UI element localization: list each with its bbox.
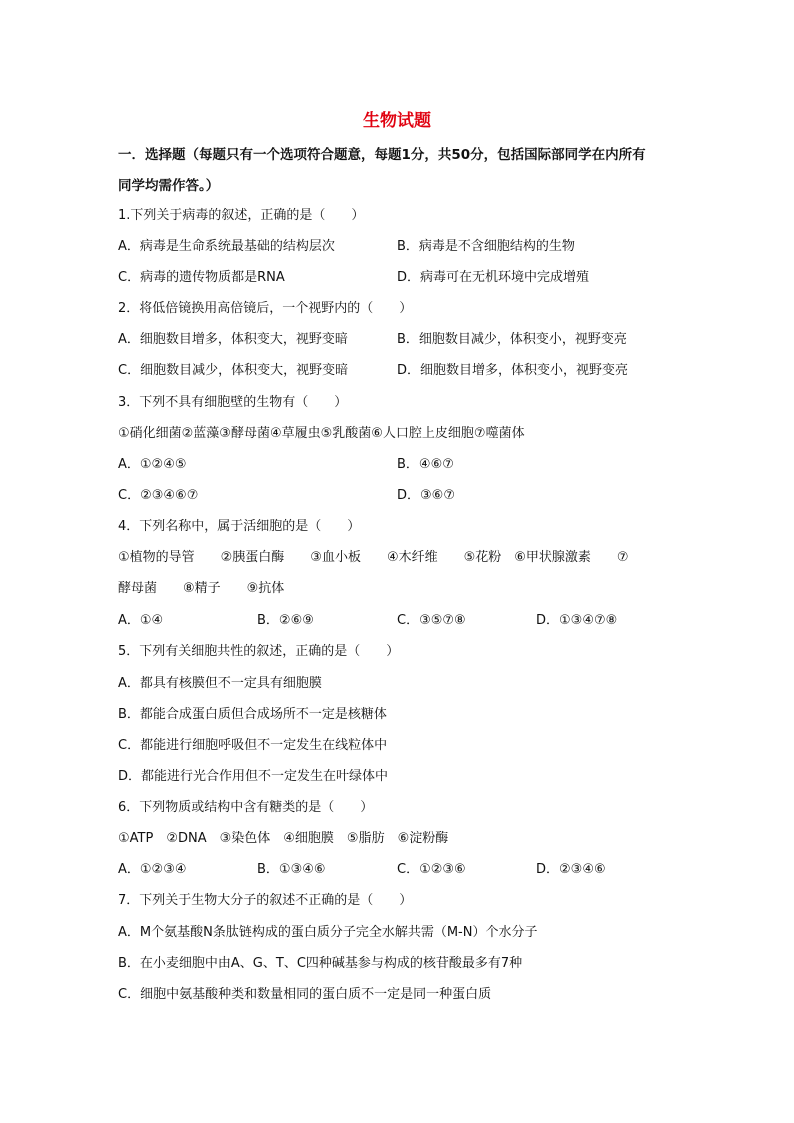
question-5-option-d: D．都能进行光合作用但不一定发生在叶绿体中	[118, 769, 389, 784]
question-6-option-b: B．①③④⑥	[257, 862, 326, 877]
question-7-option-a: A．M个氨基酸N条肽链构成的蛋白质分子完全水解共需（M-N）个水分子	[118, 925, 538, 940]
question-6-option-c: C．①②③⑥	[397, 862, 466, 877]
question-7-stem: 7．下列关于生物大分子的叙述不正确的是（ ）	[118, 893, 413, 908]
section-heading-line1: 一．选择题（每题只有一个选项符合题意，每题1分，共50分，包括国际部同学在内所有	[118, 147, 646, 163]
question-1-option-d: D．病毒可在无机环境中完成增殖	[397, 270, 590, 285]
question-5-stem: 5．下列有关细胞共性的叙述，正确的是（ ）	[118, 644, 400, 659]
question-7-option-b: B．在小麦细胞中由A、G、T、C四种碱基参与构成的核苷酸最多有7种	[118, 956, 523, 971]
question-3-option-d: D．③⑥⑦	[397, 488, 455, 503]
question-3-items: ①硝化细菌②蓝藻③酵母菌④草履虫⑤乳酸菌⑥人口腔上皮细胞⑦噬菌体	[118, 426, 525, 441]
question-3-option-a: A．①②④⑤	[118, 457, 187, 472]
question-2-option-b: B．细胞数目减少，体积变小，视野变亮	[397, 332, 627, 347]
question-4-option-c: C．③⑤⑦⑧	[397, 613, 466, 628]
question-2-option-d: D．细胞数目增多，体积变小，视野变亮	[397, 363, 629, 378]
question-3-option-c: C．②③④⑥⑦	[118, 488, 199, 503]
question-6-items: ①ATP ②DNA ③染色体 ④细胞膜 ⑤脂肪 ⑥淀粉酶	[118, 831, 449, 846]
question-5-option-a: A．都具有核膜但不一定具有细胞膜	[118, 676, 322, 691]
question-2-option-a: A．细胞数目增多，体积变大，视野变暗	[118, 332, 348, 347]
question-1-option-b: B．病毒是不含细胞结构的生物	[397, 239, 575, 254]
question-6-option-d: D．②③④⑥	[536, 862, 606, 877]
question-4-option-a: A．①④	[118, 613, 164, 628]
question-4-items-line1: ①植物的导管 ②胰蛋白酶 ③血小板 ④木纤维 ⑤花粉 ⑥甲状腺激素 ⑦	[118, 550, 629, 565]
question-4-option-b: B．②⑥⑨	[257, 613, 314, 628]
question-4-items-line2: 酵母菌 ⑧精子 ⑨抗体	[118, 581, 285, 596]
question-1-option-c: C．病毒的遗传物质都是RNA	[118, 270, 285, 285]
question-6-stem: 6．下列物质或结构中含有糖类的是（ ）	[118, 800, 374, 815]
question-1-stem: 1.下列关于病毒的叙述，正确的是（ ）	[118, 208, 365, 223]
question-1-option-a: A．病毒是生命系统最基础的结构层次	[118, 239, 335, 254]
question-5-option-c: C．都能进行细胞呼吸但不一定发生在线粒体中	[118, 738, 388, 753]
question-2-stem: 2．将低倍镜换用高倍镜后，一个视野内的（ ）	[118, 301, 413, 316]
question-6-option-a: A．①②③④	[118, 862, 187, 877]
question-4-stem: 4．下列名称中，属于活细胞的是（ ）	[118, 519, 361, 534]
page-title: 生物试题	[363, 111, 431, 131]
question-2-option-c: C．细胞数目减少，体积变大，视野变暗	[118, 363, 349, 378]
question-3-stem: 3．下列不具有细胞壁的生物有（ ）	[118, 395, 348, 410]
question-4-option-d: D．①③④⑦⑧	[536, 613, 618, 628]
question-3-option-b: B．④⑥⑦	[397, 457, 454, 472]
section-heading-line2: 同学均需作答。）	[118, 178, 220, 194]
question-5-option-b: B．都能合成蛋白质但合成场所不一定是核糖体	[118, 707, 387, 722]
question-7-option-c: C．细胞中氨基酸种类和数量相同的蛋白质不一定是同一种蛋白质	[118, 987, 492, 1002]
